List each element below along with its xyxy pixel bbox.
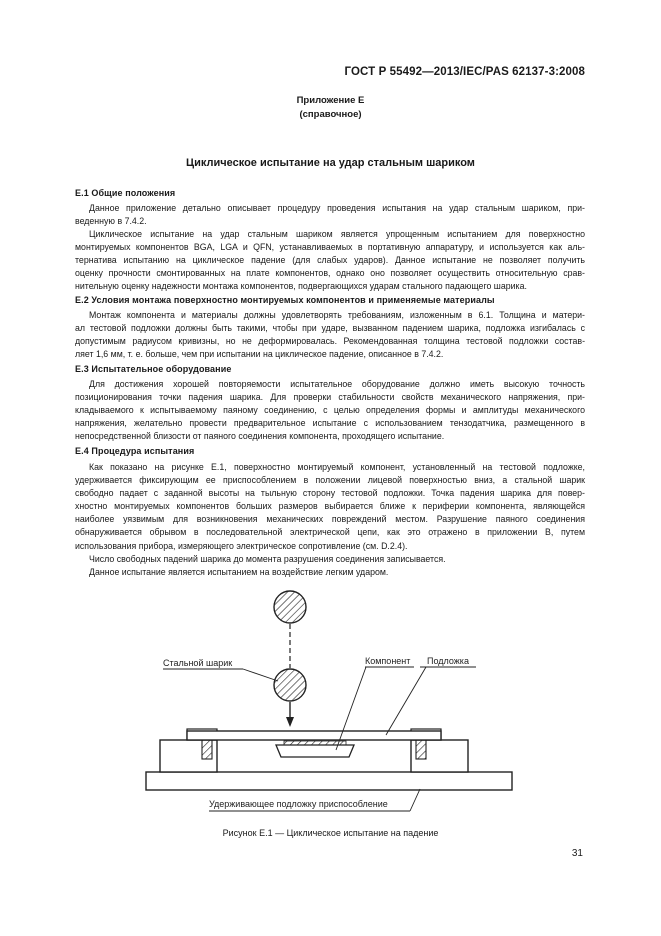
text-line: обнаруживается обрывом в последовательной электрической цепи, как это отражено в приложении В, путем — [75, 527, 585, 538]
section-heading-e2: Е.2 Условия монтажа поверхностно монтируемых компонентов и применяемые материалы — [75, 295, 495, 305]
page-number: 31 — [571, 848, 583, 859]
text-line: Монтаж компонента и материалы должны удовлетворять требованиям, изложенным в 6.1. Толщина и матери- — [89, 310, 585, 320]
section-heading-e3: Е.3 Испытательное оборудование — [75, 364, 232, 374]
text-line: ляет 1,6 мм, т. е. больше, чем при испытании на циклическое падение, описанное в 7.4.2. — [75, 349, 444, 360]
paragraph-e3-1 — [75, 378, 585, 443]
component-body — [276, 745, 354, 757]
drop-arrowhead — [286, 717, 294, 727]
fixture-base — [146, 772, 512, 790]
steel-ball — [274, 669, 306, 701]
figure-caption: Рисунок Е.1 — Циклическое испытание на падение — [222, 828, 439, 838]
leader-substrate-pointer — [386, 667, 426, 735]
paragraph-e4-1 — [75, 461, 585, 553]
text-line: ал тестовой подложки должны быть такими, чтобы при ударе, вызванном падением шарика, подложка изгибалась с — [75, 323, 585, 334]
text-line: позиционирования точки падения шарика. Для проверки стабильности свойств механического напряжения, при- — [75, 392, 585, 403]
paragraph-e1-1 — [75, 202, 585, 228]
text-line: Циклическое испытание на удар стальным шариком является упрощенным испытанием для поверхностно — [89, 229, 585, 239]
text-line: Для достижения хорошей повторяемости испытательное оборудование должно иметь высокую точность — [89, 379, 585, 389]
text-line: Число свободных падений шарика до момента разрушения соединения записывается. — [89, 554, 446, 564]
text-line: Данное приложение детально описывает процедуру проведения испытания на удар стальным шариком, при- — [89, 203, 585, 213]
appendix-note: (справочное) — [299, 109, 362, 120]
paragraph-e2-1 — [75, 309, 585, 361]
text-line: удерживается фиксирующим ее приспособлением в положении лицевой поверхностью вниз, а стальной шарик — [75, 475, 585, 486]
text-line: хностно монтируемых компонентов больших размеров выбирается ближе к периферии компонента, являющейся — [75, 501, 585, 512]
appendix-title: Циклическое испытание на удар стальным шариком — [186, 157, 475, 169]
section-heading-e1: Е.1 Общие положения — [75, 188, 176, 198]
section-heading-e4: Е.4 Процедура испытания — [75, 446, 195, 456]
text-line: кладываемого к испытываемому паяному соединению, с целью определения формы и амплитуды механического — [75, 405, 585, 416]
drop-test-figure — [0, 575, 661, 825]
document-header: ГОСТ Р 55492—2013/IEC/PAS 62137-3:2008 — [344, 66, 585, 78]
label-substrate: Подложка — [427, 656, 469, 666]
text-line: веденную в 7.4.2. — [75, 216, 147, 227]
paragraph-e4-2 — [75, 553, 585, 566]
leader-steel-ball-pointer — [243, 669, 278, 681]
text-line: непосредственной близости от паяного соединения компонента, проходящего испытание. — [75, 431, 445, 442]
steel-ball-start — [274, 591, 306, 623]
text-line: допустимым радиусом кривизны, но не деформировалась. Рекомендованная толщина тестовой подложки состав- — [75, 336, 585, 347]
text-line: Как показано на рисунке Е.1, поверхностно монтируемый компонент, установленный на тестовой подложке, — [89, 462, 585, 472]
text-line: Данное испытание является испытанием на воздействие легким ударом. — [89, 567, 389, 577]
text-line: наиболее уязвимым для возникновения механических повреждений местом. Разрушение паяного соединения — [75, 514, 585, 525]
leader-fixture-pointer — [410, 789, 420, 811]
text-line: нительную оценку надежности монтажа компонентов, подвергающихся ударам стального падающего шарика. — [75, 281, 527, 292]
paragraph-e1-2 — [75, 228, 585, 293]
label-fixture: Удерживающее подложку приспособление — [209, 799, 388, 809]
text-line: тернатива испытанию на циклическое падение (для слабых ударов). Данное испытание не позволяет получить — [75, 255, 585, 266]
text-line: напряжения, желательно провести предварительное испытание с использованием тензодатчика, размещенного в — [75, 418, 585, 429]
text-line: свободно падает с заданной высоты на тыльную сторону тестовой подложки. Точка падения шарика для повер- — [75, 488, 585, 499]
label-steel-ball: Стальной шарик — [163, 658, 233, 668]
text-line: использования прибора, измеряющего электрическое сопротивление (см. D.2.4). — [75, 540, 408, 551]
text-line: монтируемых компонентов BGA, LGA и QFN, устанавливаемых в портативную аппаратуру, и используется как аль- — [75, 242, 585, 253]
text-line: оценку прочности смонтированных на плате компонентов, однако оно позволяет осуществить относительную срав- — [75, 268, 585, 279]
label-component: Компонент — [365, 656, 411, 666]
test-substrate — [187, 731, 441, 740]
appendix-label: Приложение Е — [296, 95, 365, 106]
